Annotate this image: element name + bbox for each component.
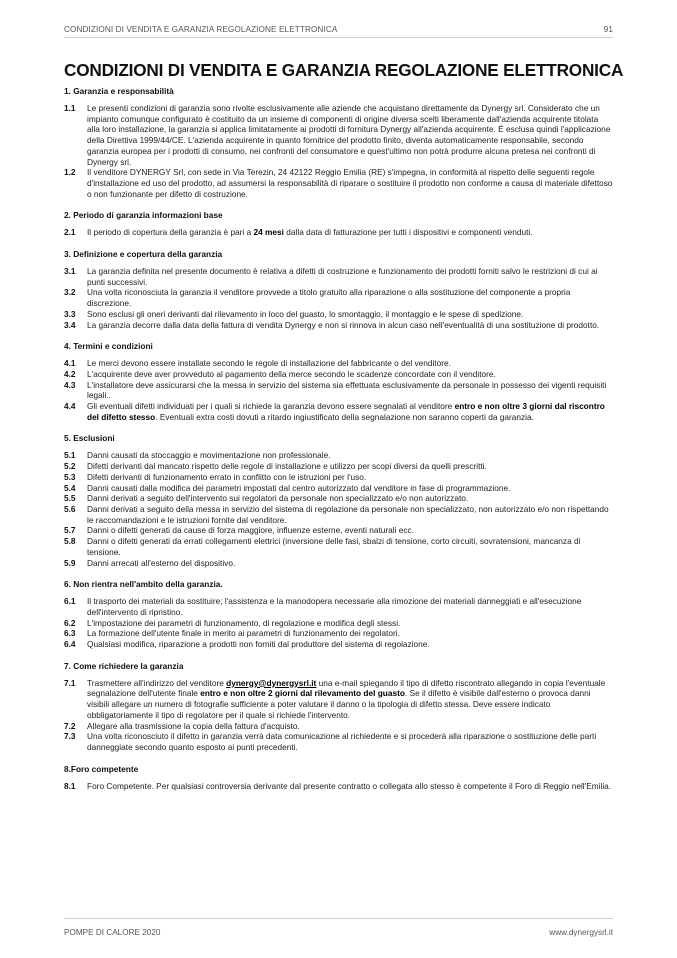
- section-7: [64, 661, 613, 753]
- clause-text: Qualsiasi modifica, riparazione a prodotti non forniti dal produttore del sistema di regolazione.: [87, 639, 430, 650]
- clause-item: [64, 320, 613, 331]
- clause-number: 6.3: [64, 628, 76, 639]
- clause-text: Danni causati da stoccaggio e movimentazione non professionale.: [87, 450, 331, 461]
- clause-text: Danni derivati a seguito della messa in servizio del sistema di regolazione da personale non specializzato, non autorizzato e/o non rispettando le raccomandazioni e le istruzioni fornite dal venditore.: [87, 503, 609, 525]
- clause-text: Danni derivati a seguito dell'intervento sui regolatori da personale non specializzato e/o non autorizzato.: [87, 493, 469, 504]
- clause-number: 5.8: [64, 536, 76, 547]
- page-title: CONDIZIONI DI VENDITA E GARANZIA REGOLAZIONE ELETTRONICA: [64, 60, 624, 80]
- clause-item: [64, 369, 613, 380]
- clause-number: 6.2: [64, 617, 76, 628]
- clause-text: Il trasporto dei materiali da sostituire; l'assistenza e la manodopera necessarie alla rimozione dei materiali danneggiati e all'esecuzione dell'intervento di ripristino.: [87, 596, 582, 617]
- clause-text: Gli eventuali difetti individuati per i quali si richiede la garanzia devono essere segnalati al venditore: [87, 401, 455, 412]
- clause-item: [64, 227, 613, 238]
- clause-number: 8.1: [64, 780, 76, 791]
- clause-item: [64, 309, 613, 320]
- running-title: CONDIZIONI DI VENDITA E GARANZIA REGOLAZIONE ELETTRONICA: [64, 25, 338, 34]
- clause-item: [64, 167, 613, 199]
- section-6: [64, 579, 613, 650]
- clause-item: [64, 618, 613, 629]
- clause-text: Le merci devono essere installate secondo le regole di installazione del fabbricante o del venditore.: [87, 358, 451, 369]
- clause-item: [64, 358, 613, 369]
- clause-text: L'acquirente deve aver provveduto al pagamento della merce secondo le scadenze concordate con il venditore.: [87, 368, 496, 379]
- section-4: [64, 341, 613, 422]
- clause-emphasis: entro e non oltre 3 giorni dal riscontro del difetto stesso: [87, 401, 605, 422]
- clause-number: 5.6: [64, 503, 76, 514]
- clause-number: 5.9: [64, 557, 76, 568]
- clause-text: . Se il difetto è visibile dall'esterno o provoca danni visibili allegare un numero di fotografie sufficiente a poter valutare il danno o la tipologia di difetto stessa. Deve essere indicato obbligatoriamente il tipo di regolatore per il quale si richiede l'intervento.: [87, 688, 591, 720]
- clause-number: 5.1: [64, 450, 76, 461]
- clause-number: 4.4: [64, 401, 76, 412]
- section-spacer: [64, 422, 613, 433]
- clause-text: Il periodo di copertura della garanzia è pari a: [87, 227, 254, 238]
- clause-number: 7.1: [64, 677, 76, 688]
- clause-number: 3.2: [64, 287, 76, 298]
- clause-text: Danni arrecati all'esterno del dispositivo.: [87, 557, 236, 568]
- section-heading: 1. Garanzia e responsabilità: [64, 86, 174, 96]
- clause-emphasis: entro e non oltre 2 giorni dal rilevamento del guasto: [200, 688, 405, 699]
- footer-divider: [64, 918, 613, 919]
- header-divider: [64, 37, 613, 38]
- clause-item: [64, 536, 613, 557]
- document-body: [64, 86, 613, 791]
- clause-number: 3.4: [64, 319, 76, 330]
- clause-text: Una volta riconosciuto il difetto in garanzia verrà data comunicazione al richiedente e si procederà alla riparazione o sostituzione delle parti danneggiate secondo quanto esposto ai punti precedenti.: [87, 731, 597, 752]
- clause-item: [64, 731, 613, 752]
- footer-catalog-name: POMPE DI CALORE 2020: [64, 928, 161, 937]
- clause-text: . Eventuali extra costi dovuti a ritardo ingiustificato della segnalazione non saranno coperti da garanzia.: [155, 411, 534, 422]
- clause-number: 5.2: [64, 461, 76, 472]
- clause-text: Danni causati dalla modifica dei parametri impostati dal centro autorizzato dal venditore in fase di programmazione.: [87, 482, 511, 493]
- clause-number: 5.7: [64, 525, 76, 536]
- clause-number: 3.3: [64, 308, 76, 319]
- clause-item: [64, 472, 613, 483]
- clause-number: 5.5: [64, 493, 76, 504]
- section-5: [64, 433, 613, 568]
- clause-number: 5.4: [64, 482, 76, 493]
- section-heading: 3. Definizione e copertura della garanzia: [64, 249, 223, 260]
- section-spacer: [64, 650, 613, 661]
- clause-text: Difetti derivanti di funzionamento errato in conflitto con le istruzioni per l'uso.: [87, 471, 367, 482]
- clause-item: [64, 103, 613, 167]
- clause-item: [64, 483, 613, 494]
- section-spacer: [64, 330, 613, 341]
- clause-item: [64, 493, 613, 504]
- clause-number: 1.1: [64, 103, 76, 113]
- clause-emphasis: 24 mesi: [253, 227, 284, 238]
- clause-text: Difetti derivanti dal mancato rispetto delle regole di installazione e utilizzo per scopi diversi da quelli prescritti.: [87, 461, 487, 472]
- section-spacer: [64, 238, 613, 249]
- section-8: [64, 764, 613, 792]
- clause-item: [64, 596, 613, 617]
- clause-number: 6.4: [64, 639, 76, 650]
- clause-item: [64, 678, 613, 721]
- clause-text: Le presenti condizioni di garanzia sono rivolte esclusivamente alle aziende che acquistano direttamente da Dynergy srl. Considerato che un impianto comunque configurato è costituito da un insieme di componenti di origine diversa scelti liberamente dall'azienda acquirente titolata alla loro installazione, la garanzia si applica limitatamente ai prodotti di fornitura Dynergy all'azienda acquirente. É esclusa quindi l'applicazione della Direttiva 1999/44/CE. L'azienda acquirente in quanto fornitrice del prodotto finito, diventa automaticamente responsabile, secondo garanzia europea per i prodotti di consumo, nei confronti del consumatore e quest'ultimo non potrà produrre alcuna pretesa nei confronti di Dynergy srl.: [87, 103, 611, 167]
- clause-item: [64, 628, 613, 639]
- clause-text: L'installatore deve assicurarsi che la messa in servizio del sistema sia effettuata esclusivamente da personale in possesso dei vigenti requisiti legali..: [87, 379, 607, 401]
- clause-text: Danni o difetti generati da cause di forza maggiore, influenze esterne, eventi naturali ecc.: [87, 525, 414, 536]
- section-1: [64, 86, 613, 199]
- clause-text: una e-mail spiegando il tipo di difetto riscontrato allegando in copia l'eventuale segnalazione dell'utente finale: [87, 677, 606, 699]
- clause-number: 2.1: [64, 227, 76, 238]
- clause-number: 4.2: [64, 368, 76, 379]
- clause-text: Trasmettere all'indirizzo del venditore: [87, 677, 227, 688]
- clause-item: [64, 504, 613, 525]
- clause-item: [64, 558, 613, 569]
- clause-item: [64, 721, 613, 732]
- clause-number: 4.1: [64, 358, 76, 369]
- email-link[interactable]: dynergy@dynergysrl.it: [226, 677, 317, 688]
- clause-number: 7.3: [64, 731, 76, 742]
- clause-text: La garanzia decorre dalla data della fattura di vendita Dynergy e non si rinnova in alcun caso nell'eventualità di una sostituzione di prodotto.: [87, 319, 600, 330]
- clause-number: 5.3: [64, 471, 76, 482]
- clause-text: Il venditore DYNERGY Srl, con sede in Via Terezin, 24 42122 Reggio Emilia (RE) s'impegna, in conformità al rispetto delle seguenti regole d'installazione ed uso del prodotto, ad assumersi la responsabilità di riparare o sostituire il prodotto non conforme a causa di materiale difettoso o non funzionante per difetto di costruzione.: [87, 167, 613, 199]
- section-heading: 5. Esclusioni: [64, 433, 115, 444]
- page-header: [64, 25, 613, 41]
- clause-number: 6.1: [64, 596, 76, 607]
- section-heading: 2. Periodo di garanzia informazioni base: [64, 210, 223, 221]
- clause-text: Allegare alla trasmissione la copia della fattura d'acquisto.: [87, 720, 300, 731]
- email-link-wrapper: [226, 678, 316, 688]
- clause-text: L'impostazione dei parametri di funzionamento, di regolazione e modifica degli stessi.: [87, 617, 401, 628]
- clause-text: Sono esclusi gli oneri derivanti dal rilevamento in loco del guasto, lo smontaggio, il montaggio e le spese di spedizione.: [87, 308, 524, 319]
- clause-item: [64, 461, 613, 472]
- section-spacer: [64, 199, 613, 210]
- clause-text: La formazione dell'utente finale in merito ai parametri di funzionamento dei regolatori.: [87, 628, 400, 639]
- footer-website: www.dynergysrl.it: [549, 928, 613, 937]
- clause-item: [64, 450, 613, 461]
- clause-text: dalla data di fatturazione per tutti i dispositivi e componenti venduti.: [283, 227, 533, 238]
- section-heading: 8.Foro competente: [64, 763, 139, 774]
- clause-text: Danni o difetti generati da errati collegamenti elettrici (inversione delle fasi, sbalzi di tensione, corto circuiti, sovratensioni, mancanza di tensione.: [87, 536, 581, 557]
- clause-item: [64, 781, 613, 792]
- clause-item: [64, 380, 613, 401]
- clause-item: [64, 525, 613, 536]
- section-heading: 7. Come richiedere la garanzia: [64, 660, 184, 671]
- clause-item: [64, 287, 613, 308]
- page-number: 91: [603, 25, 613, 34]
- clause-number: 3.1: [64, 266, 76, 277]
- section-heading: 6. Non rientra nell'ambito della garanzia.: [64, 579, 223, 590]
- section-3: [64, 249, 613, 330]
- clause-text: Una volta riconosciuta la garanzia il venditore provvede a titolo gratuito alla riparazione o alla sostituzione del componente a propria discrezione.: [87, 287, 571, 309]
- section-heading: 4. Termini e condizioni: [64, 341, 153, 352]
- clause-text: La garanzia definita nel presente documento è relativa a difetti di costruzione e funzionamento dei prodotti forniti salvo le restrizioni di cui ai punti successivi.: [87, 266, 598, 287]
- section-spacer: [64, 568, 613, 579]
- clause-item: [64, 401, 613, 422]
- clause-item: [64, 639, 613, 650]
- clause-number: 4.3: [64, 379, 76, 390]
- clause-text: Foro Competente. Per qualsiasi controversia derivante dal presente contratto o collegata allo stesso è competente il Foro di Reggio nell'Emilia.: [87, 780, 612, 791]
- clause-number: 7.2: [64, 720, 76, 731]
- section-2: [64, 210, 613, 238]
- clause-number: 1.2: [64, 167, 76, 178]
- clause-item: [64, 266, 613, 287]
- section-spacer: [64, 753, 613, 764]
